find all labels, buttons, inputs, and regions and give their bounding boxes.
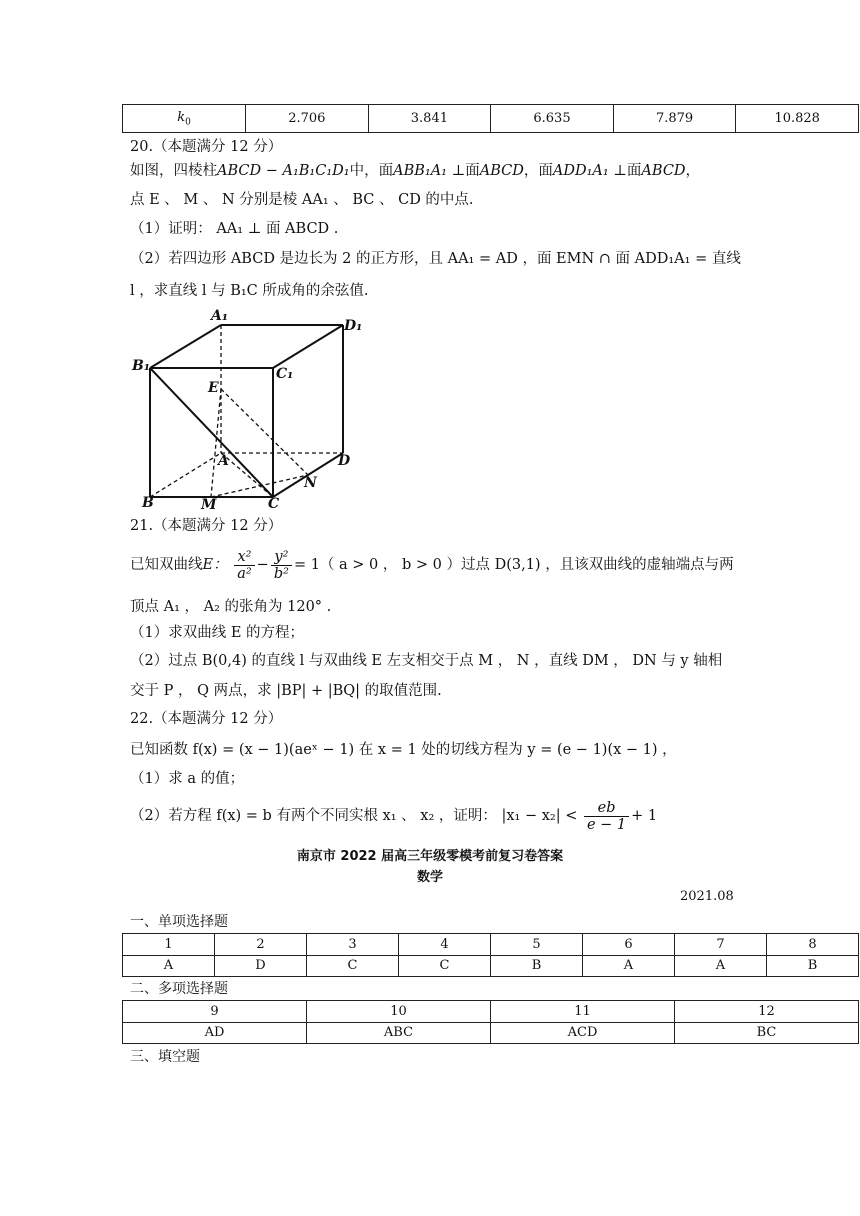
table-cell: A bbox=[583, 955, 675, 977]
label-A1: A₁ bbox=[211, 308, 228, 324]
k0-label-cell: $k_0$ bbox=[123, 105, 246, 133]
table-cell: C bbox=[307, 955, 399, 977]
q22-header: 22.（本题满分 12 分） bbox=[130, 711, 283, 727]
table-cell: 3 bbox=[307, 934, 399, 956]
q21-part-2-line-1: （2）过点 B(0,4) 的直线 l 与双曲线 E 左支相交于点 M ， N ，直线 DM ， DN 与 y 轴相 bbox=[130, 653, 723, 669]
table-cell: 7.879 bbox=[613, 105, 736, 133]
table-cell: ABC bbox=[307, 1022, 491, 1044]
prism-figure bbox=[125, 305, 375, 515]
q20-part-2-line-2: l ，求直线 l 与 B₁C 所成角的余弦值. bbox=[130, 283, 369, 299]
table-row bbox=[123, 934, 859, 956]
table-cell: 5 bbox=[491, 934, 583, 956]
label-C1: C₁ bbox=[276, 366, 294, 382]
fraction-eb-over-e-minus-1: $\frac{eb}{e - 1}$ bbox=[584, 800, 629, 833]
q20-part-2-line-1: （2）若四边形 ABCD 是边长为 2 的正方形，且 AA₁ = AD ，面 EMN ∩ 面 ADD₁A₁ = 直线 bbox=[130, 251, 741, 267]
q21-header: 21.（本题满分 12 分） bbox=[130, 518, 283, 534]
table-cell: 3.841 bbox=[368, 105, 491, 133]
single-choice-answer-table bbox=[122, 933, 859, 977]
q21-statement-line-1: 已知双曲线E： $\frac{\text{x²}}{\text{a²}}$ − $\frac{\text{y²}}{\text{b²}}$ = 1（ a > 0 ， b > 0 ）过点 D(3,1) ，且该双曲线的虚轴端点与两 bbox=[130, 548, 734, 582]
table-cell: 10 bbox=[307, 1001, 491, 1023]
q20-header: 20.（本题满分 12 分） bbox=[130, 139, 283, 155]
q21-part-1: （1）求双曲线 E 的方程； bbox=[130, 625, 305, 641]
table-row bbox=[123, 105, 859, 133]
table-cell: A bbox=[675, 955, 767, 977]
label-E: E bbox=[208, 380, 219, 396]
answers-title: 南京市 2022 届高三年级零模考前复习卷答案 bbox=[296, 849, 564, 864]
fraction-x2-a2: $\frac{\text{x²}}{\text{a²}}$ bbox=[234, 549, 254, 582]
label-N: N bbox=[304, 475, 317, 491]
table-cell: A bbox=[123, 955, 215, 977]
label-D: D bbox=[338, 453, 351, 469]
table-cell: 9 bbox=[123, 1001, 307, 1023]
table-cell: 6.635 bbox=[491, 105, 614, 133]
table-row bbox=[123, 1022, 859, 1044]
multiple-choice-answer-table bbox=[122, 1000, 859, 1044]
table-cell: B bbox=[491, 955, 583, 977]
table-cell: ACD bbox=[491, 1022, 675, 1044]
section-fill-in-blank: 三、填空题 bbox=[130, 1049, 200, 1065]
q22-part-1: （1）求 a 的值； bbox=[130, 771, 245, 787]
table-cell: 2 bbox=[215, 934, 307, 956]
table-cell: 6 bbox=[583, 934, 675, 956]
label-C: C bbox=[268, 496, 280, 512]
table-cell: AD bbox=[123, 1022, 307, 1044]
table-cell: 8 bbox=[767, 934, 859, 956]
table-cell: 12 bbox=[675, 1001, 859, 1023]
table-cell: D bbox=[215, 955, 307, 977]
q21-statement-line-2: 顶点 A₁ ， A₂ 的张角为 120° . bbox=[130, 599, 332, 615]
table-cell: 10.828 bbox=[736, 105, 859, 133]
q20-statement-line-2: 点 E 、 M 、 N 分别是棱 AA₁ 、 BC 、 CD 的中点. bbox=[130, 192, 474, 208]
q20-part-1: （1）证明： AA₁ ⊥ 面 ABCD . bbox=[130, 221, 339, 237]
q22-statement-line-1: 已知函数 f(x) = (x − 1)(aeˣ − 1) 在 x = 1 处的切线方程为 y = (e − 1)(x − 1) ， bbox=[130, 742, 677, 758]
table-cell: B bbox=[767, 955, 859, 977]
section-single-choice: 一、单项选择题 bbox=[130, 914, 228, 930]
table-cell: 11 bbox=[491, 1001, 675, 1023]
label-D1: D₁ bbox=[344, 318, 363, 334]
q22-part-2: （2）若方程 f(x) = b 有两个不同实根 x₁ 、 x₂ ，证明： |x₁ − x₂| < $\frac{eb}{e - 1}$ + 1 bbox=[130, 799, 658, 833]
section-multiple-choice: 二、多项选择题 bbox=[130, 981, 228, 997]
table-row bbox=[123, 955, 859, 977]
label-M: M bbox=[201, 497, 217, 513]
critical-value-table bbox=[122, 104, 859, 133]
table-cell: C bbox=[399, 955, 491, 977]
q21-part-2-line-2: 交于 P ， Q 两点，求 |BP| + |BQ| 的取值范围. bbox=[130, 683, 442, 699]
table-cell: 2.706 bbox=[246, 105, 369, 133]
answers-date: 2021.08 bbox=[680, 889, 734, 904]
table-row bbox=[123, 1001, 859, 1023]
label-A: A bbox=[218, 453, 229, 469]
q20-statement-line-1: 如图，四棱柱ABCD − A₁B₁C₁D₁中，面ABB₁A₁ ⊥面ABCD，面ADD₁A₁ ⊥面ABCD， bbox=[130, 163, 701, 179]
fraction-y2-b2: $\frac{\text{y²}}{\text{b²}}$ bbox=[271, 549, 292, 582]
table-cell: 7 bbox=[675, 934, 767, 956]
label-B: B bbox=[142, 495, 154, 511]
table-cell: 4 bbox=[399, 934, 491, 956]
answers-subject: 数学 bbox=[416, 870, 443, 885]
label-B1: B₁ bbox=[132, 358, 150, 374]
table-cell: BC bbox=[675, 1022, 859, 1044]
table-cell: 1 bbox=[123, 934, 215, 956]
